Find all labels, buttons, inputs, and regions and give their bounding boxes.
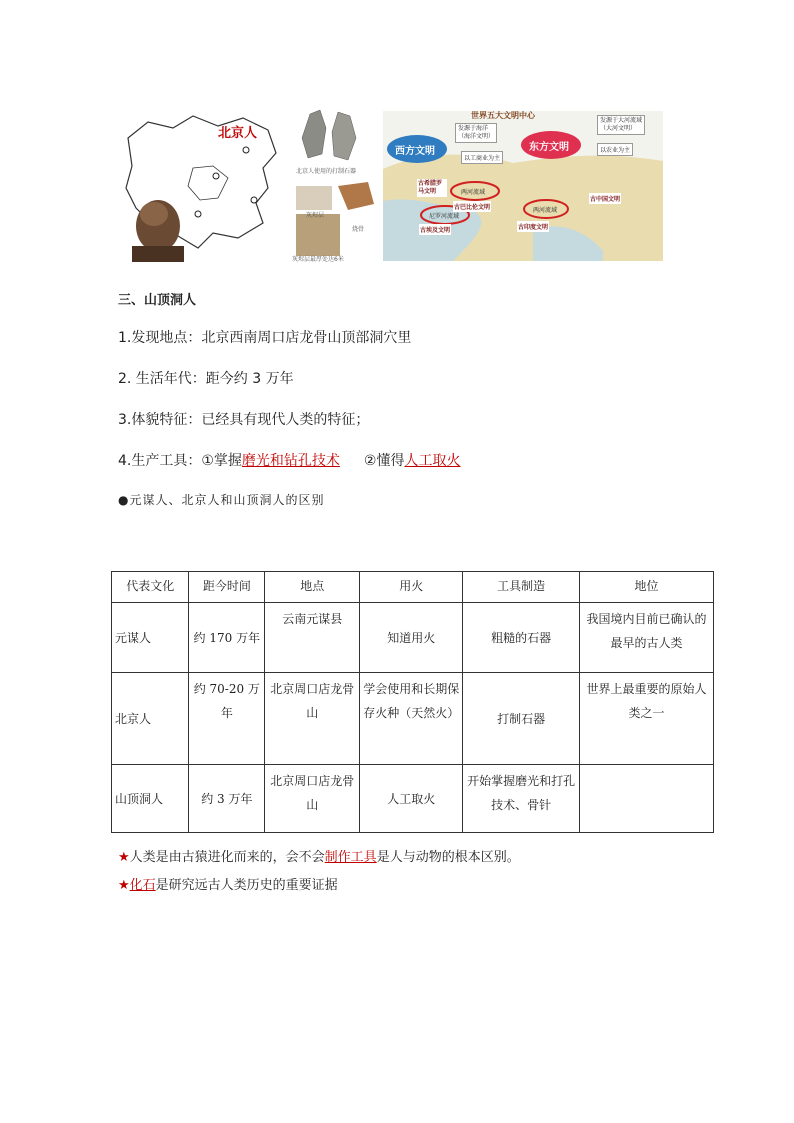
- star-icon: ★: [118, 878, 130, 893]
- cell-time: 约 170 万年: [189, 603, 265, 673]
- map-label-beijing-man: 北京人: [218, 126, 258, 141]
- civ-map-title: 世界五大文明中心: [471, 111, 535, 120]
- cell-location: 北京周口店龙骨山: [265, 673, 360, 765]
- note1-text-b: 是人与动物的根本区别。: [376, 850, 520, 865]
- cell-tools: 打制石器: [463, 673, 580, 765]
- header-location: 地点: [265, 572, 360, 603]
- table-row: [112, 765, 714, 833]
- cell-status: 世界上最重要的原始人类之一: [580, 673, 714, 765]
- east-note-2: （大河文明）: [600, 125, 637, 132]
- header-fire: 用火: [360, 572, 463, 603]
- cell-culture: 北京人: [112, 673, 189, 765]
- east-note-box: [597, 115, 645, 135]
- tools-prefix: 4.生产工具：①掌握: [118, 453, 242, 469]
- greece-rome-label: 古希腊罗马文明: [417, 179, 447, 197]
- two-rivers-label: 两河流域: [461, 189, 486, 196]
- cell-tools: 开始掌握磨光和打孔技术、骨针: [463, 765, 580, 833]
- west-note-3: 以工商业为主: [461, 151, 503, 164]
- west-note-2: （海洋文明）: [458, 133, 495, 140]
- cell-culture: 山顶洞人: [112, 765, 189, 833]
- header-time: 距今时间: [189, 572, 265, 603]
- civilization-map-figure: [383, 111, 663, 261]
- stone-tools-figure: [288, 108, 378, 262]
- east-note-3: 以农业为主: [597, 143, 633, 156]
- note-fossils: [118, 874, 338, 893]
- nile-label: 尼罗河流域: [429, 213, 460, 220]
- cell-tools: 粗糙的石器: [463, 603, 580, 673]
- cell-fire: 人工取火: [360, 765, 463, 833]
- header-culture: 代表文化: [112, 572, 189, 603]
- header-status: 地位: [580, 572, 714, 603]
- item-tools: [118, 450, 460, 470]
- note1-highlight: 制作工具: [324, 850, 377, 865]
- tools-highlight-fire: 人工取火: [404, 453, 461, 469]
- china-civ-label: 古中国文明: [589, 193, 621, 204]
- table-row: [112, 673, 714, 765]
- item-era: 2. 生活年代：距今约 3 万年: [118, 371, 294, 387]
- table-row: [112, 603, 714, 673]
- item-features: 3.体貌特征：已经具有现代人类的特征；: [118, 412, 370, 428]
- table-header-row: [112, 572, 714, 603]
- india-civ-label: 古印度文明: [517, 221, 549, 232]
- note2-highlight: 化石: [129, 878, 156, 893]
- west-note-box: [455, 123, 497, 143]
- cell-status: 我国境内目前已确认的最早的古人类: [580, 603, 714, 673]
- cell-status: [580, 765, 714, 833]
- babylon-label: 古巴比伦文明: [453, 201, 491, 212]
- egypt-label: 古埃及文明: [419, 224, 451, 235]
- bone-label: 烧骨: [352, 226, 365, 233]
- china-map-figure: [118, 108, 286, 262]
- tool-caption: 北京人使用的打制石器: [296, 168, 357, 175]
- section-title: 三、山顶洞人: [118, 293, 197, 308]
- cell-location: 云南元谋县: [265, 603, 360, 673]
- note2-text: 是研究远古人类历史的重要证据: [155, 878, 338, 893]
- cell-time: 约 70-20 万年: [189, 673, 265, 765]
- note-tool-making: [118, 846, 520, 865]
- west-civ-label: 西方文明: [395, 146, 435, 157]
- ash-label: 灰烬层: [306, 212, 325, 219]
- cell-location: 北京周口店龙骨山: [265, 765, 360, 833]
- header-tools: 工具制造: [463, 572, 580, 603]
- table-title: ●元谋人、北京人和山顶洞人的区别: [118, 493, 325, 507]
- ash-caption: 灰烬层最厚处达6米: [292, 256, 344, 263]
- cell-fire: 学会使用和长期保存火种（天然火）: [360, 673, 463, 765]
- china-map-outline: [118, 108, 286, 262]
- comparison-table: [111, 571, 714, 833]
- stone-tool-photos: [288, 108, 378, 262]
- two-rivers-east-label: 两河流域: [533, 207, 558, 214]
- item-discovery-site: 1.发现地点：北京西南周口店龙骨山顶部洞穴里: [118, 330, 412, 346]
- west-note-1: 发源于海洋: [458, 125, 489, 132]
- tools-mid: ②懂得: [363, 453, 405, 469]
- east-note-1: 发源于大河流域: [600, 117, 643, 124]
- note1-text-a: 人类是由古猿进化而来的，会不会: [129, 850, 325, 865]
- cell-time: 约 3 万年: [189, 765, 265, 833]
- east-civ-label: 东方文明: [529, 142, 569, 153]
- cell-culture: 元谋人: [112, 603, 189, 673]
- cell-fire: 知道用火: [360, 603, 463, 673]
- tools-highlight-grinding: 磨光和钻孔技术: [241, 453, 340, 469]
- star-icon: ★: [118, 850, 130, 865]
